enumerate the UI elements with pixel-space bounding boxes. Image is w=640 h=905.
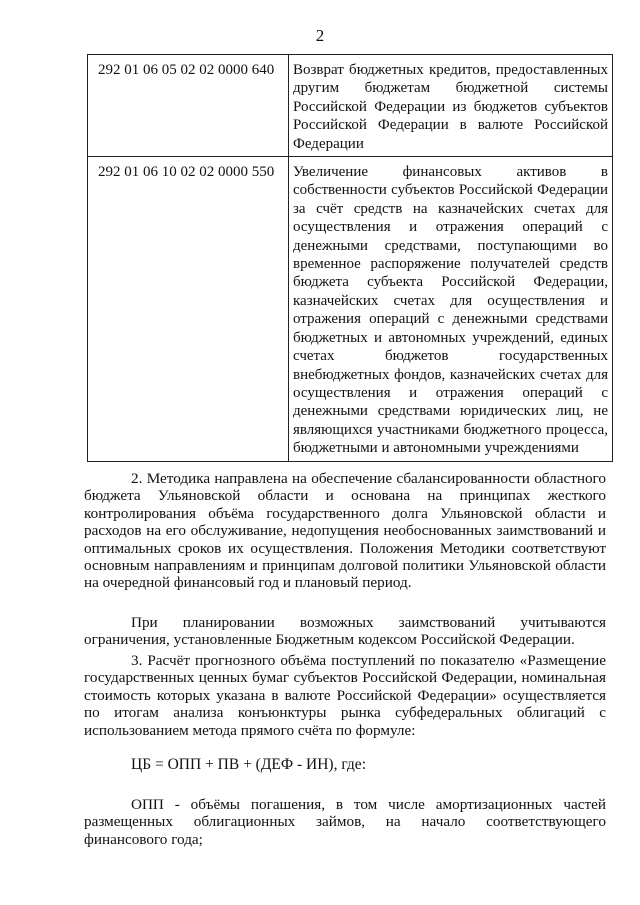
paragraph-opp-definition: ОПП - объёмы погашения, в том числе амортизационных частей размещенных облигационных займов, на начало соответствующего финансового года; bbox=[84, 796, 606, 848]
page-number: 2 bbox=[315, 26, 325, 45]
budget-code-table bbox=[87, 54, 613, 462]
paragraph-forecast-calculation: 3. Расчёт прогнозного объёма поступлений по показателю «Размещение государственных ценных бумаг субъектов Российской Федерации, номинальная стоимость которых указана в валюте Российской Федерации» осуществляется по итогам анализа конъюнктуры рынка субфедеральных облигаций с использованием метода прямого счёта по формуле: bbox=[84, 652, 606, 739]
table-row bbox=[88, 55, 613, 157]
budget-description-cell: Увеличение финансовых активов в собственности субъектов Российской Федерации за счёт средств на казначейских счетах для осуществления и отражения операций с денежными средствами, поступающими во временное распоряжение получателей средств бюджета субъекта Российской Федерации, казначейских счетах для осуществления и отражения операций с денежными средствами бюджетных и автономных учреждений, единых счетах бюджетов государственных внебюджетных фондов, казначейских счетах для осуществления и отражения операций с денежными средствами юридических лиц, не являющихся участниками бюджетного процесса, бюджетными и автономными учреждениями bbox=[289, 157, 613, 462]
paragraph-borrowing-limits: При планировании возможных заимствований учитываются ограничения, установленные Бюджетным кодексом Российской Федерации. bbox=[84, 614, 606, 649]
paragraph-methodology-purpose: 2. Методика направлена на обеспечение сбалансированности областного бюджета Ульяновской области и основана на принципах жесткого контролирования объёма государственного долга Ульяновской области и расходов на его обслуживание, недопущения необоснованных заимствований и оптимальных сроков их осуществления. Положения Методики соответствуют основным направлениям и принципам долговой политики Ульяновской области на очередной финансовый год и плановый период. bbox=[84, 470, 606, 592]
budget-code-cell: 292 01 06 10 02 02 0000 550 bbox=[88, 157, 289, 462]
formula: ЦБ = ОПП + ПВ + (ДЕФ - ИН), где: bbox=[131, 756, 366, 773]
table-row bbox=[88, 157, 613, 462]
budget-code-cell: 292 01 06 05 02 02 0000 640 bbox=[88, 55, 289, 157]
budget-description-cell: Возврат бюджетных кредитов, предоставленных другим бюджетам бюджетной системы Российской Федерации из бюджетов субъектов Российской Федерации в валюте Российской Федерации bbox=[289, 55, 613, 157]
